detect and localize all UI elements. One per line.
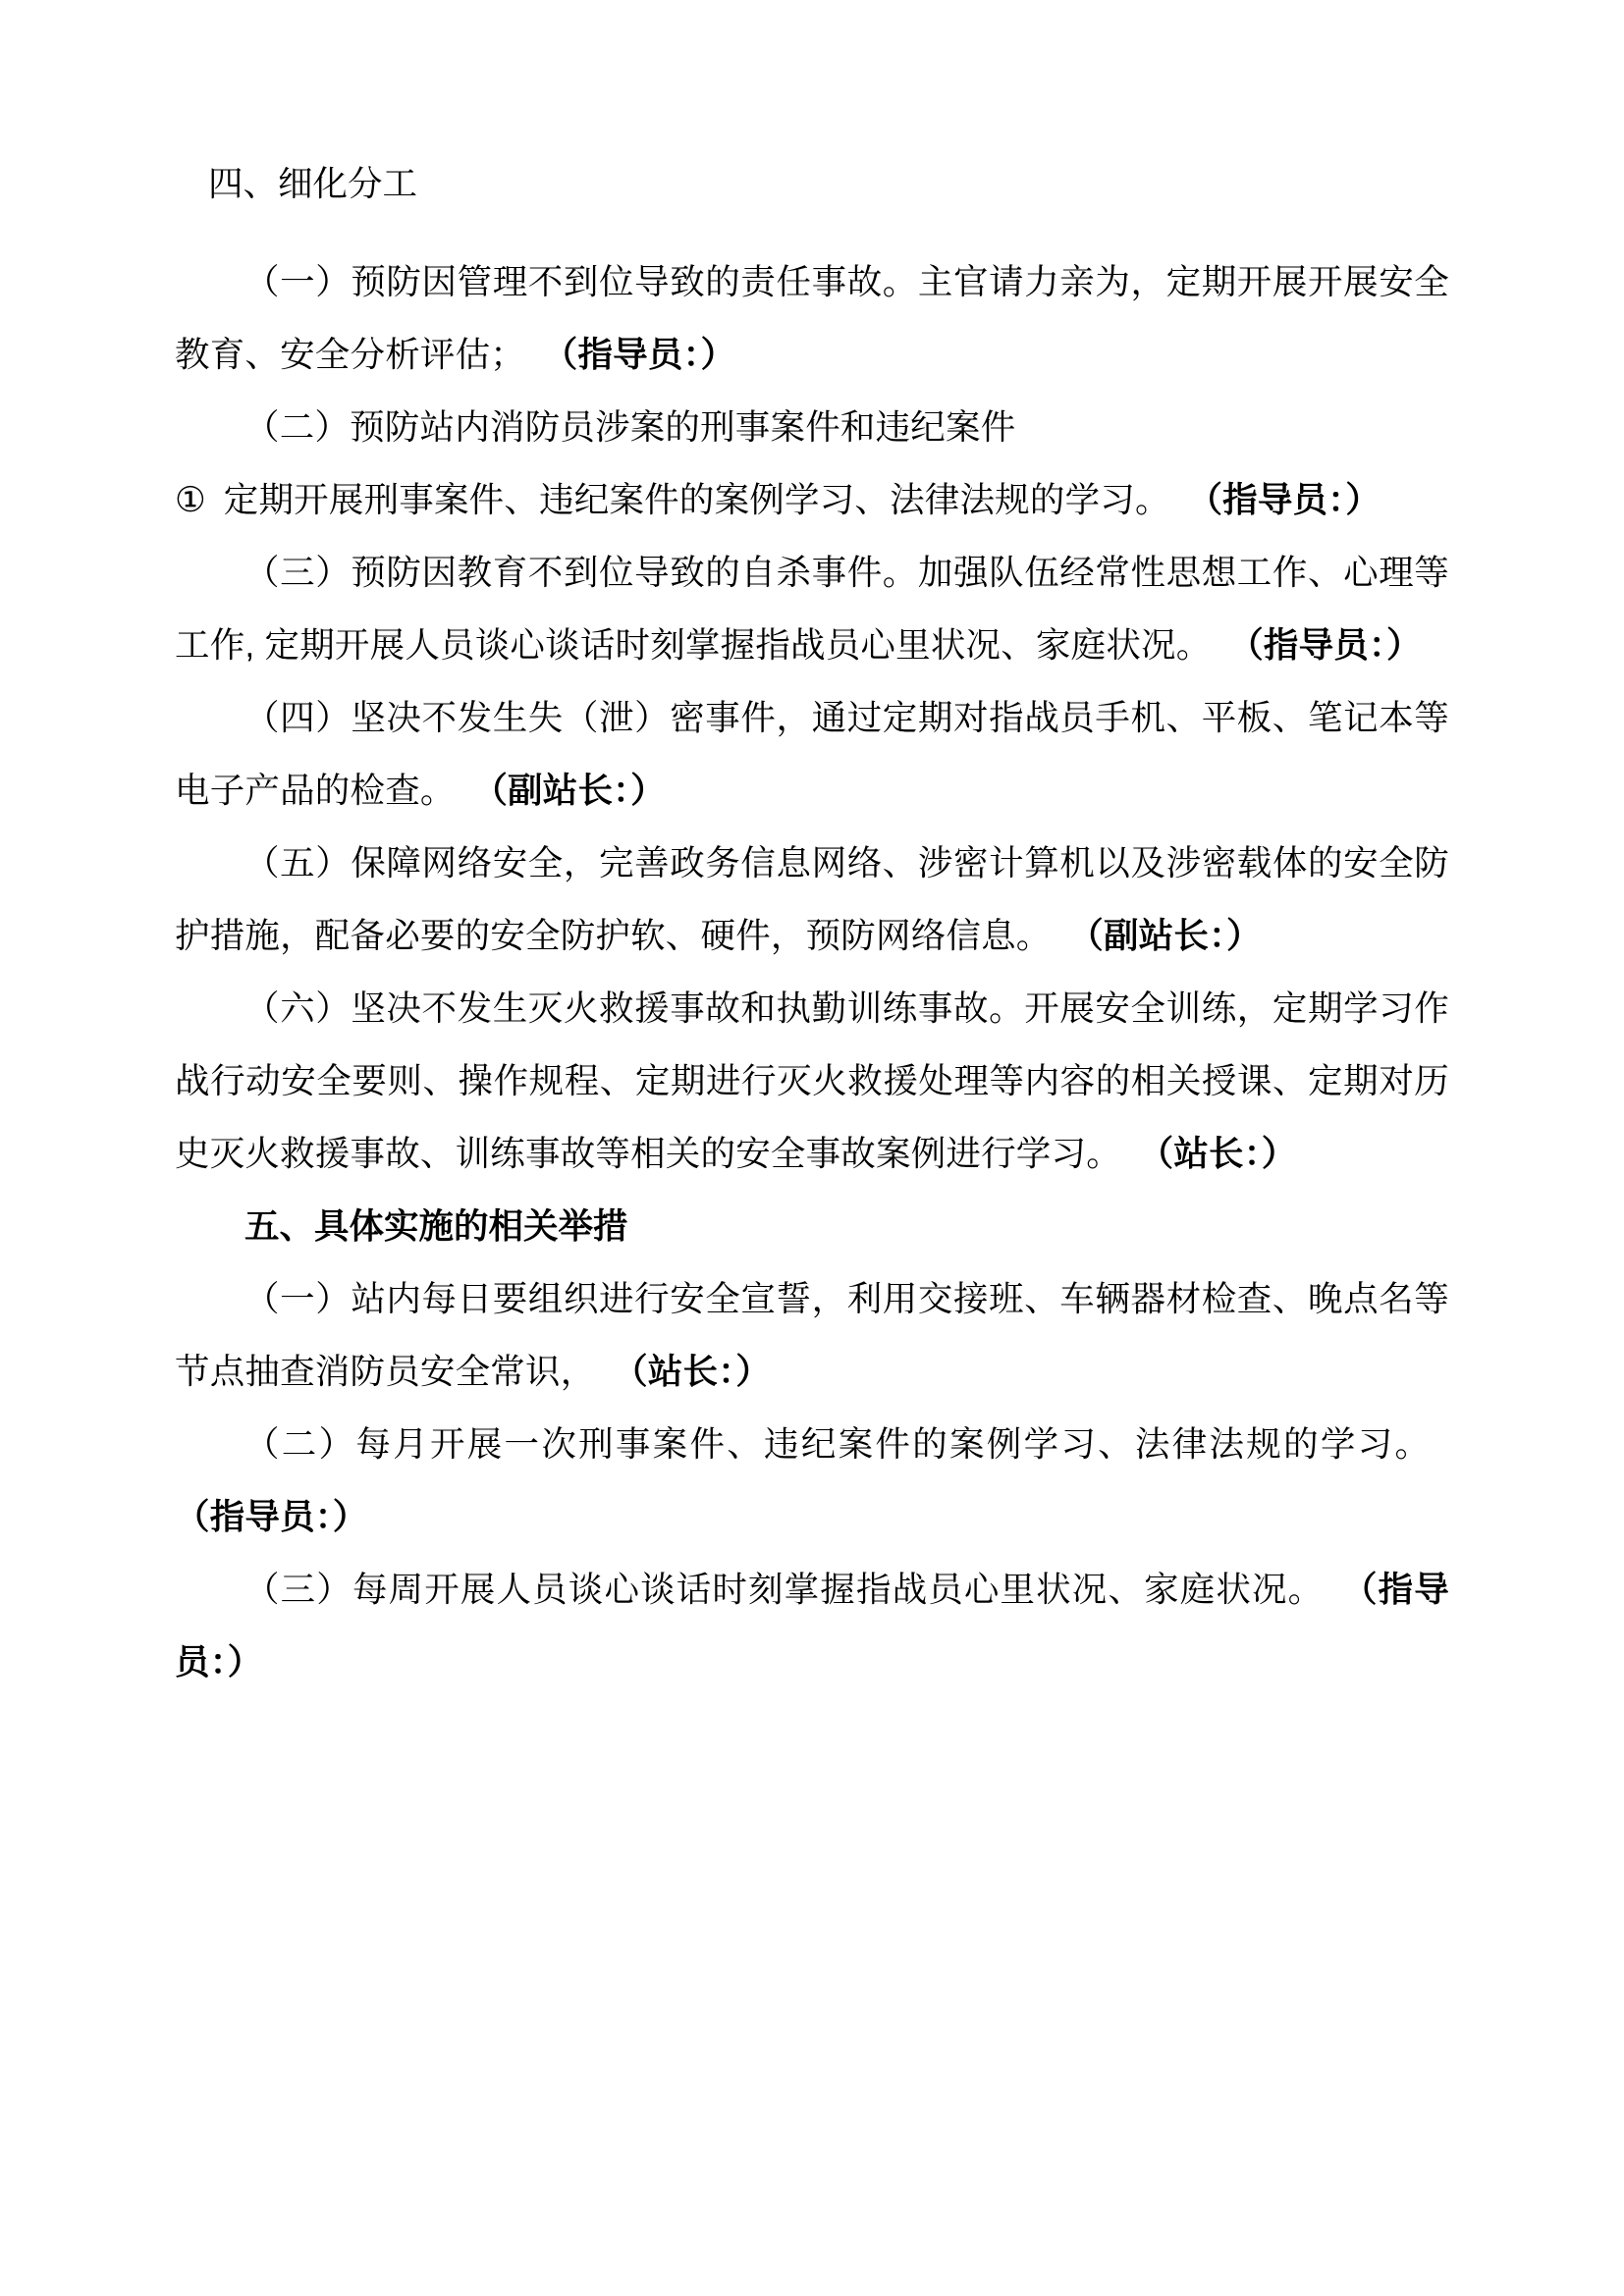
document-body: [175, 147, 1449, 1698]
paragraph-four-5: [175, 827, 1449, 972]
paragraph-label: （一）: [244, 262, 352, 301]
paragraph-four-6: [175, 972, 1449, 1190]
paragraph-role-tag: （指导员：）: [175, 1497, 368, 1536]
section-heading-five: 五、具体实施的相关举措: [244, 1206, 628, 1246]
paragraph-role-tag: （站长：）: [1138, 1134, 1297, 1173]
paragraph-role-tag: （站长：）: [613, 1352, 771, 1391]
paragraph-label: ①: [175, 480, 207, 519]
paragraph-text: 保障网络安全，完善政务信息网络、涉密计算机以及涉密载体的安全防护措施，配备必要的安全防护软、硬件，预防网络信息。: [175, 843, 1450, 955]
paragraph-role-tag: （指导员：）: [1187, 480, 1380, 519]
paragraph-text: 每月开展一次刑事案件、违纪案件的案例学习、法律法规的学习。: [355, 1424, 1433, 1464]
paragraph-label: （四）: [244, 698, 352, 737]
paragraph-label: （五）: [244, 843, 352, 882]
paragraph-label: （二）: [244, 1424, 356, 1464]
paragraph-four-3: [175, 536, 1449, 681]
paragraph-label: （六）: [244, 988, 352, 1028]
section-heading-four: 四、细化分工: [208, 164, 418, 203]
paragraph-four-2: [175, 391, 1449, 463]
paragraph-label: （一）: [244, 1279, 352, 1318]
paragraph-five-3: [175, 1553, 1449, 1698]
paragraph-five-2: [175, 1408, 1449, 1553]
paragraph-text: 定期开展刑事案件、违纪案件的案例学习、法律法规的学习。: [223, 480, 1170, 519]
paragraph-label: （三）: [244, 1570, 352, 1609]
paragraph-text: 预防因管理不到位导致的责任事故。主官请力亲为，定期开展开展安全教育、安全分析评估；: [175, 262, 1450, 374]
paragraph-text: 坚决不发生灭火救援事故和执勤训练事故。开展安全训练，定期学习作战行动安全要则、操作规程、定期进行灭火救援处理等内容的相关授课、定期对历史灭火救援事故、训练事故等相关的安全事故案例进行学习。: [175, 988, 1450, 1173]
paragraph-four-2a: [175, 463, 1449, 536]
paragraph-text: 站内每日要组织进行安全宣誓，利用交接班、车辆器材检查、晚点名等节点抽查消防员安全常识，: [175, 1279, 1450, 1391]
paragraph-role-tag: （副站长：）: [472, 771, 666, 810]
paragraph-label: （二）: [244, 407, 351, 447]
paragraph-five-1: [175, 1262, 1449, 1408]
paragraph-text: 坚决不发生失（泄）密事件，通过定期对指战员手机、平板、笔记本等电子产品的检查。: [175, 698, 1450, 810]
paragraph-text: 每周开展人员谈心谈话时刻掌握指战员心里状况、家庭状况。: [352, 1570, 1325, 1609]
paragraph-text: 预防因教育不到位导致的自杀事件。加强队伍经常性思想工作、心理等工作, 定期开展人员谈心谈话时刻掌握指战员心里状况、家庭状况。: [175, 553, 1450, 665]
paragraph-label: （三）: [244, 553, 352, 592]
paragraph-text: 预防站内消防员涉案的刑事案件和违纪案件: [350, 407, 1016, 447]
paragraph-four-4: [175, 681, 1449, 827]
paragraph-role-tag: （指导员：）: [1228, 625, 1422, 665]
paragraph-four-1: [175, 245, 1449, 391]
paragraph-role-tag: （副站长：）: [1068, 916, 1262, 955]
paragraph-role-tag: （指导员：）: [175, 1570, 1449, 1682]
paragraph-role-tag: （指导员：）: [542, 335, 736, 374]
spacer: [175, 220, 1449, 245]
